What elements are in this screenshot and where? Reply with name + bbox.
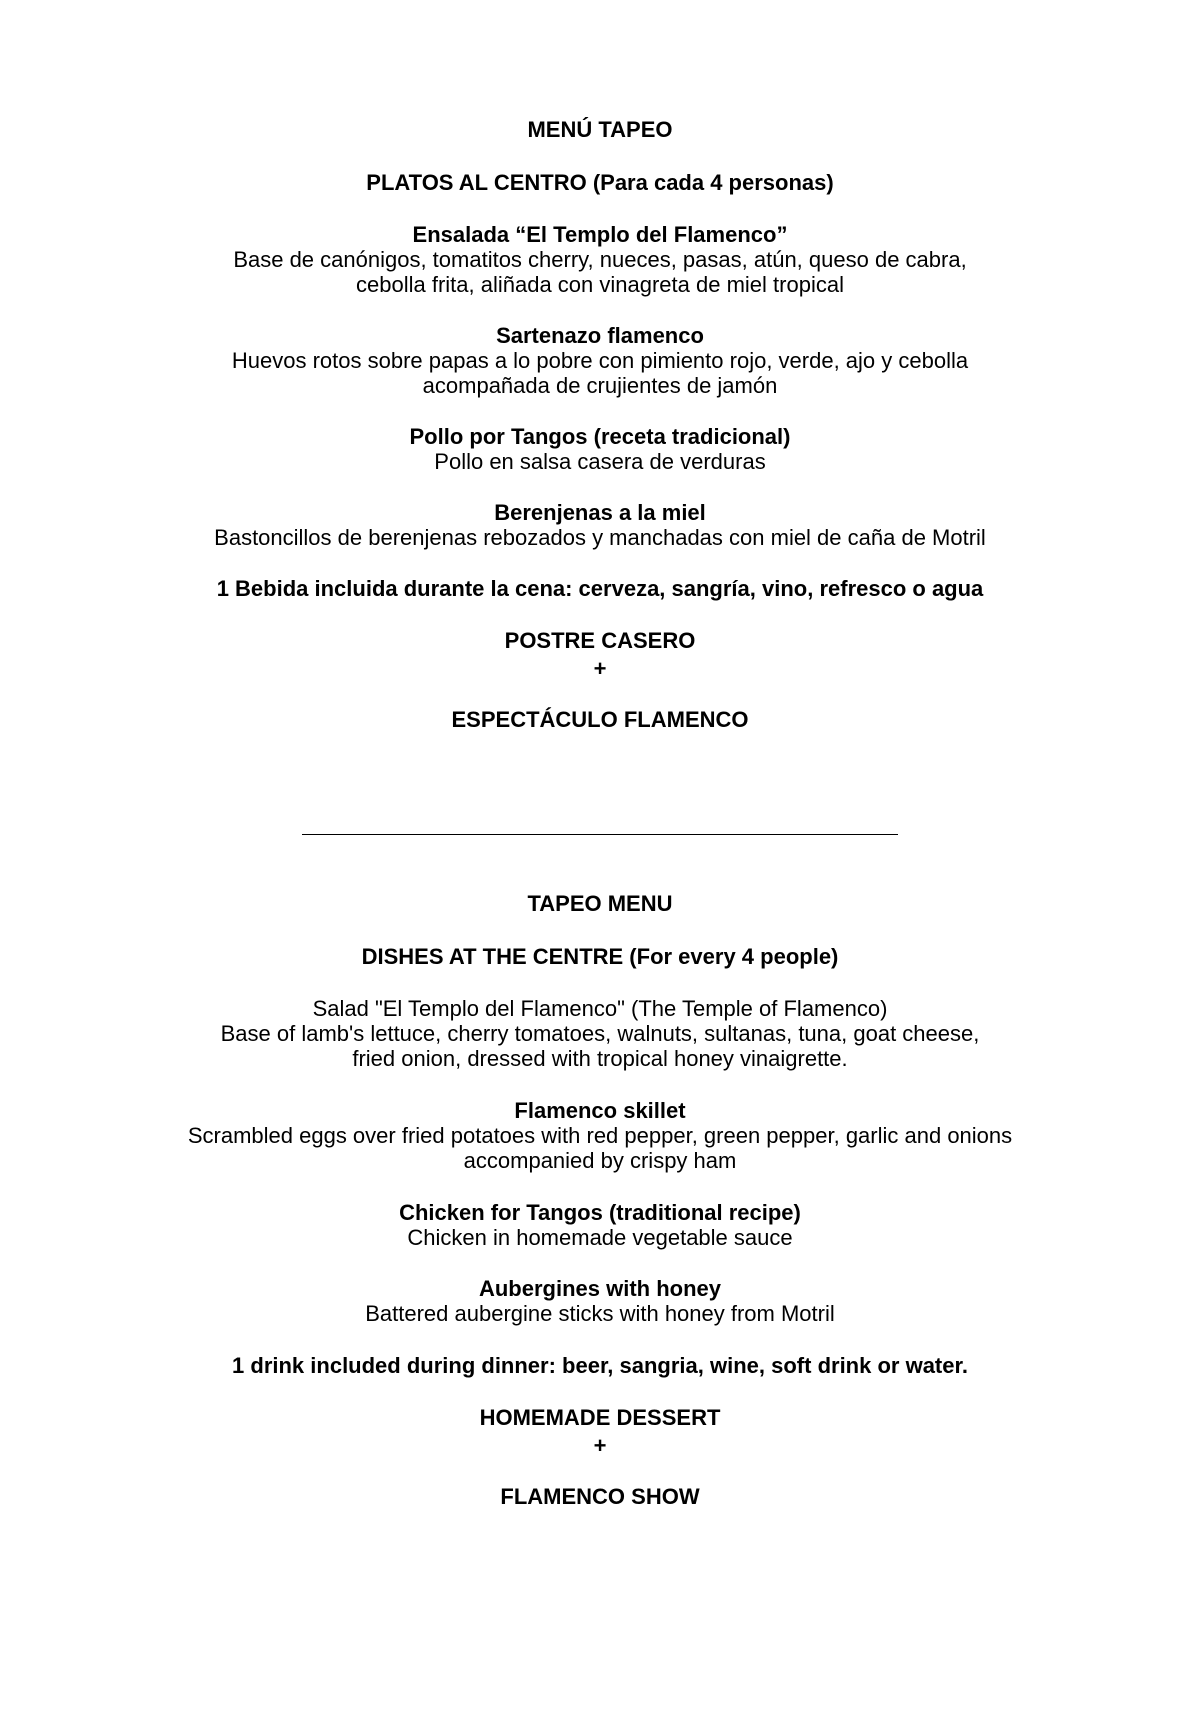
dish-description: cebolla frita, aliñada con vinagreta de miel tropical bbox=[356, 272, 844, 297]
dish-name: Aubergines with honey bbox=[478, 1276, 722, 1301]
show-en: FLAMENCO SHOW bbox=[500, 1484, 700, 1509]
menu-subtitle-es: PLATOS AL CENTRO (Para cada 4 personas) bbox=[366, 170, 834, 195]
dish-name: Chicken for Tangos (traditional recipe) bbox=[399, 1200, 801, 1225]
dish-description: Scrambled eggs over fried potatoes with red pepper, green pepper, garlic and onions bbox=[187, 1123, 1013, 1148]
show-es: ESPECTÁCULO FLAMENCO bbox=[451, 707, 749, 732]
dish-description: Base of lamb's lettuce, cherry tomatoes, walnuts, sultanas, tuna, goat cheese, bbox=[220, 1021, 980, 1046]
dish-description: acompañada de crujientes de jamón bbox=[422, 373, 778, 398]
dish-description: Battered aubergine sticks with honey from Motril bbox=[365, 1301, 835, 1326]
plus-sign: + bbox=[593, 1433, 607, 1458]
menu-title-es: MENÚ TAPEO bbox=[527, 117, 673, 142]
dish-name: Ensalada “El Templo del Flamenco” bbox=[412, 222, 788, 247]
dish-description: Pollo en salsa casera de verduras bbox=[434, 449, 766, 474]
dish-name: Flamenco skillet bbox=[514, 1098, 686, 1123]
dish-description: Huevos rotos sobre papas a lo pobre con pimiento rojo, verde, ajo y cebolla bbox=[231, 348, 969, 373]
plus-sign: + bbox=[593, 656, 607, 681]
menu-title-en: TAPEO MENU bbox=[527, 891, 673, 916]
dessert-en: HOMEMADE DESSERT bbox=[479, 1405, 721, 1430]
dish-name: Pollo por Tangos (receta tradicional) bbox=[409, 424, 791, 449]
section-divider bbox=[302, 834, 898, 835]
drink-included-es: 1 Bebida incluida durante la cena: cerveza, sangría, vino, refresco o agua bbox=[216, 576, 984, 601]
dish-name: Salad "El Templo del Flamenco" (The Temple of Flamenco) bbox=[312, 996, 888, 1021]
dish-description: Bastoncillos de berenjenas rebozados y manchadas con miel de caña de Motril bbox=[214, 525, 986, 550]
drink-included-en: 1 drink included during dinner: beer, sangria, wine, soft drink or water. bbox=[232, 1353, 968, 1378]
dish-description: Chicken in homemade vegetable sauce bbox=[407, 1225, 793, 1250]
dish-description: accompanied by crispy ham bbox=[463, 1148, 737, 1173]
dish-description: Base de canónigos, tomatitos cherry, nueces, pasas, atún, queso de cabra, bbox=[233, 247, 967, 272]
menu-subtitle-en: DISHES AT THE CENTRE (For every 4 people) bbox=[361, 944, 839, 969]
dessert-es: POSTRE CASERO bbox=[504, 628, 696, 653]
dish-name: Sartenazo flamenco bbox=[496, 323, 704, 348]
dish-description: fried onion, dressed with tropical honey vinaigrette. bbox=[352, 1046, 848, 1071]
dish-name: Berenjenas a la miel bbox=[494, 500, 706, 525]
